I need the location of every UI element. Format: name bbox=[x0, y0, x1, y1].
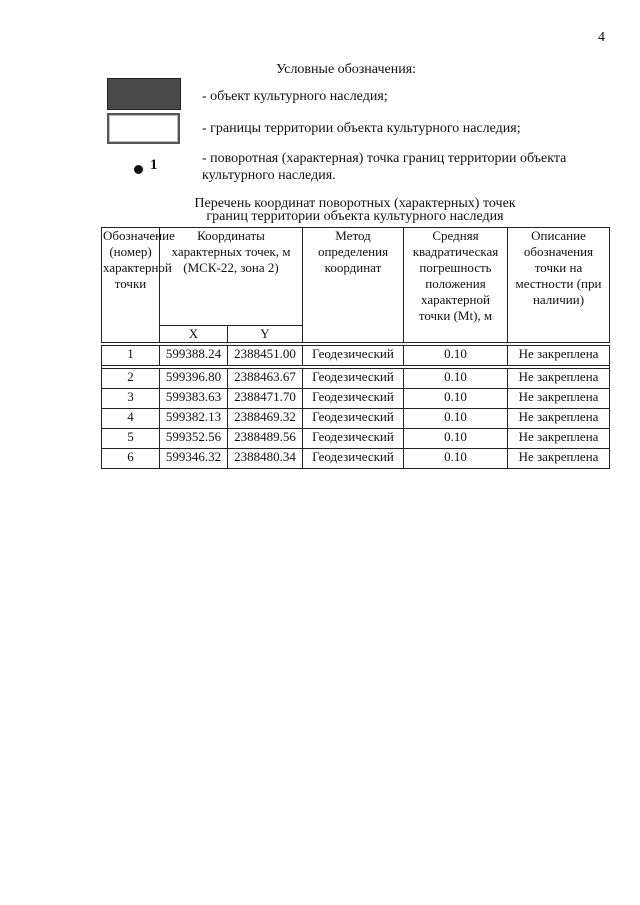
header-designation: Обозначение (номер) характерной точки bbox=[102, 228, 160, 343]
cell-x: 599382.13 bbox=[160, 409, 228, 429]
table-row bbox=[102, 429, 610, 449]
cell-desc: Не закреплена bbox=[508, 346, 610, 366]
cell-n: 1 bbox=[102, 346, 160, 366]
cell-n: 2 bbox=[102, 369, 160, 389]
cell-method: Геодезический bbox=[303, 346, 404, 366]
header-y: Y bbox=[228, 326, 303, 343]
cell-x: 599383.63 bbox=[160, 389, 228, 409]
header-coords: Координаты характерных точек, м (МСК-22, зона 2) bbox=[160, 228, 303, 326]
point-marker-icon bbox=[134, 165, 143, 174]
cell-mt: 0.10 bbox=[404, 369, 508, 389]
cell-y: 2388471.70 bbox=[228, 389, 303, 409]
cell-y: 2388489.56 bbox=[228, 429, 303, 449]
point-marker-label: 1 bbox=[150, 157, 158, 173]
legend-item-point: - поворотная (характерная) точка границ территории объекта культурного наследия. bbox=[202, 151, 567, 183]
cell-method: Геодезический bbox=[303, 369, 404, 389]
cell-x: 599388.24 bbox=[160, 346, 228, 366]
cell-desc: Не закреплена bbox=[508, 369, 610, 389]
legend-title: Условные обозначения: bbox=[276, 62, 417, 77]
cell-n: 6 bbox=[102, 449, 160, 469]
cell-x: 599346.32 bbox=[160, 449, 228, 469]
header-method: Метод определения координат bbox=[303, 228, 404, 343]
cell-mt: 0.10 bbox=[404, 449, 508, 469]
boundary-swatch bbox=[107, 113, 180, 144]
header-x: X bbox=[160, 326, 228, 343]
cell-n: 3 bbox=[102, 389, 160, 409]
legend-item-object: - объект культурного наследия; bbox=[202, 89, 388, 104]
cell-n: 5 bbox=[102, 429, 160, 449]
header-description: Описание обозначения точки на местности (при наличии) bbox=[508, 228, 610, 343]
cell-mt: 0.10 bbox=[404, 346, 508, 366]
table-row bbox=[102, 449, 610, 469]
cell-n: 4 bbox=[102, 409, 160, 429]
cell-mt: 0.10 bbox=[404, 409, 508, 429]
cell-method: Геодезический bbox=[303, 389, 404, 409]
page-number: 4 bbox=[598, 30, 605, 45]
table-row bbox=[102, 369, 610, 389]
legend-item-boundary: - границы территории объекта культурного наследия; bbox=[202, 121, 521, 136]
cell-x: 599352.56 bbox=[160, 429, 228, 449]
cell-y: 2388469.32 bbox=[228, 409, 303, 429]
cell-desc: Не закреплена bbox=[508, 409, 610, 429]
table-row bbox=[102, 346, 610, 366]
cell-desc: Не закреплена bbox=[508, 429, 610, 449]
table-title bbox=[100, 197, 610, 223]
table-title-line2: границ территории объекта культурного наследия bbox=[206, 209, 504, 224]
table-row bbox=[102, 389, 610, 409]
cell-desc: Не закреплена bbox=[508, 449, 610, 469]
cell-method: Геодезический bbox=[303, 409, 404, 429]
cell-x: 599396.80 bbox=[160, 369, 228, 389]
table-title-line1: Перечень координат поворотных (характерных) точек bbox=[194, 196, 516, 211]
cell-mt: 0.10 bbox=[404, 429, 508, 449]
cell-method: Геодезический bbox=[303, 429, 404, 449]
cell-method: Геодезический bbox=[303, 449, 404, 469]
cell-y: 2388463.67 bbox=[228, 369, 303, 389]
cell-y: 2388480.34 bbox=[228, 449, 303, 469]
coordinates-table bbox=[101, 227, 610, 469]
cell-y: 2388451.00 bbox=[228, 346, 303, 366]
object-fill-swatch bbox=[107, 78, 181, 110]
header-error: Средняя квадратическая погрешность положения характерной точки (Mt), м bbox=[404, 228, 508, 343]
cell-mt: 0.10 bbox=[404, 389, 508, 409]
cell-desc: Не закреплена bbox=[508, 389, 610, 409]
table-row bbox=[102, 409, 610, 429]
